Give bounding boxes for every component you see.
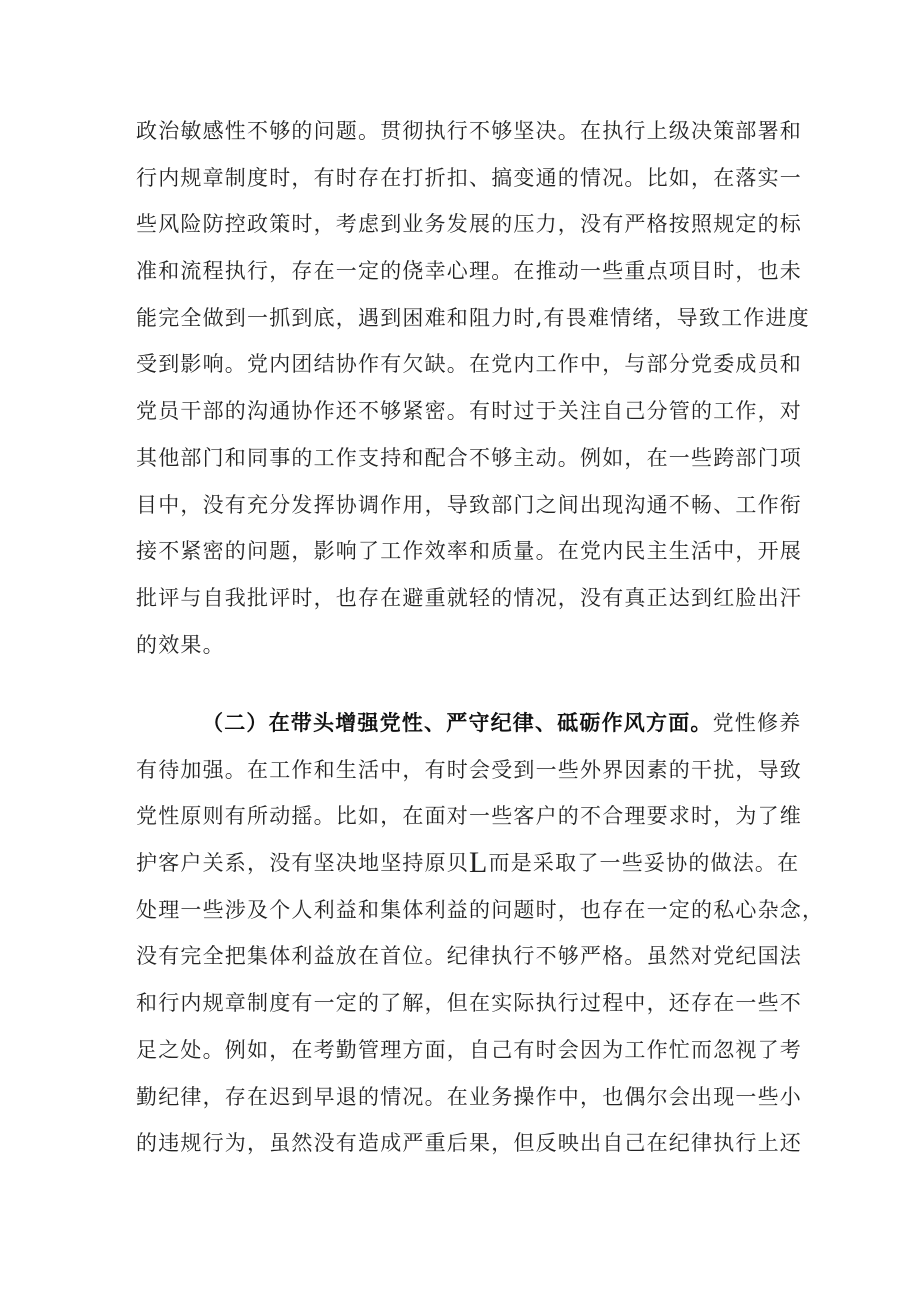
text-line: 党员干部的沟通协作还不够紧密。有时过于关注自己分管的工作，对 [136,399,802,424]
line-segment: 护客户关系，没有坚决地坚持原贝 [136,851,469,876]
line-segment: 而是采取了一些妥协的做法。在 [488,851,800,876]
text-line: 接不紧密的问题，影响了工作效率和质量。在党内民主生活中，开展 [136,539,802,564]
text-line: 党性原则有所动摇。比如，在面对一些客户的不合理要求时，为了维 [136,804,802,829]
text-line: 的效果。 [136,632,225,657]
text-line: 没有完全把集体利益放在首位。纪律执行不够严格。虽然对党纪国法 [136,944,802,969]
text-line: 政治敏感性不够的问题。贯彻执行不够坚决。在执行上级决策部署和 [136,119,802,143]
paragraph-2 [136,700,825,1167]
first-line-rest: 党性修养 [712,711,802,735]
text-line: 和行内规章制度有一定的了解，但在实际执行过程中，还存在一些不 [136,991,802,1016]
paragraph-2-first-line [136,700,802,747]
text-line-with-artifact [136,840,800,887]
text-line: 准和流程执行，存在一定的侥幸心理。在推动一些重点项目时，也未 [136,259,802,284]
text-line: 能完全做到一抓到底，遇到困难和阻力时,有畏难情绪，导致工作进度 [136,305,810,330]
text-line: 批评与自我批评时，也存在避重就轻的情况，没有真正达到红脸出汗 [136,585,802,610]
large-l-glyph: L [469,846,489,880]
text-line: 的违规行为，虽然没有造成严重后果，但反映出自己在纪律执行上还 [136,1131,802,1156]
text-line: 勤纪律，存在迟到早退的情况。在业务操作中，也偶尔会出现一些小 [136,1084,802,1109]
text-line: 受到影响。党内团结协作有欠缺。在党内工作中，与部分党委成员和 [136,352,802,377]
paragraph-1 [136,108,810,668]
text-line: 目中，没有充分发挥协调作用，导致部门之间出现沟通不畅、工作衔 [136,492,802,517]
text-line: 些风险防控政策时，考虑到业务发展的压力，没有严格按照规定的标 [136,212,802,237]
text-line: 足之处。例如，在考勤管理方面，自己有时会因为工作忙而忽视了考 [136,1037,802,1062]
text-line: 处理一些涉及个人利益和集体利益的问题时，也存在一定的私心杂念， [136,897,825,922]
text-line: 行内规章制度时，有时存在打折扣、搞变通的情况。比如，在落实一 [136,165,802,190]
text-line: 有待加强。在工作和生活中，有时会受到一些外界因素的干扰，导致 [136,757,802,782]
text-line: 其他部门和同事的工作支持和配合不够主动。例如，在一些跨部门项 [136,445,802,470]
section-heading: （二）在带头增强党性、严守纪律、砥砺作风方面。 [202,710,713,735]
